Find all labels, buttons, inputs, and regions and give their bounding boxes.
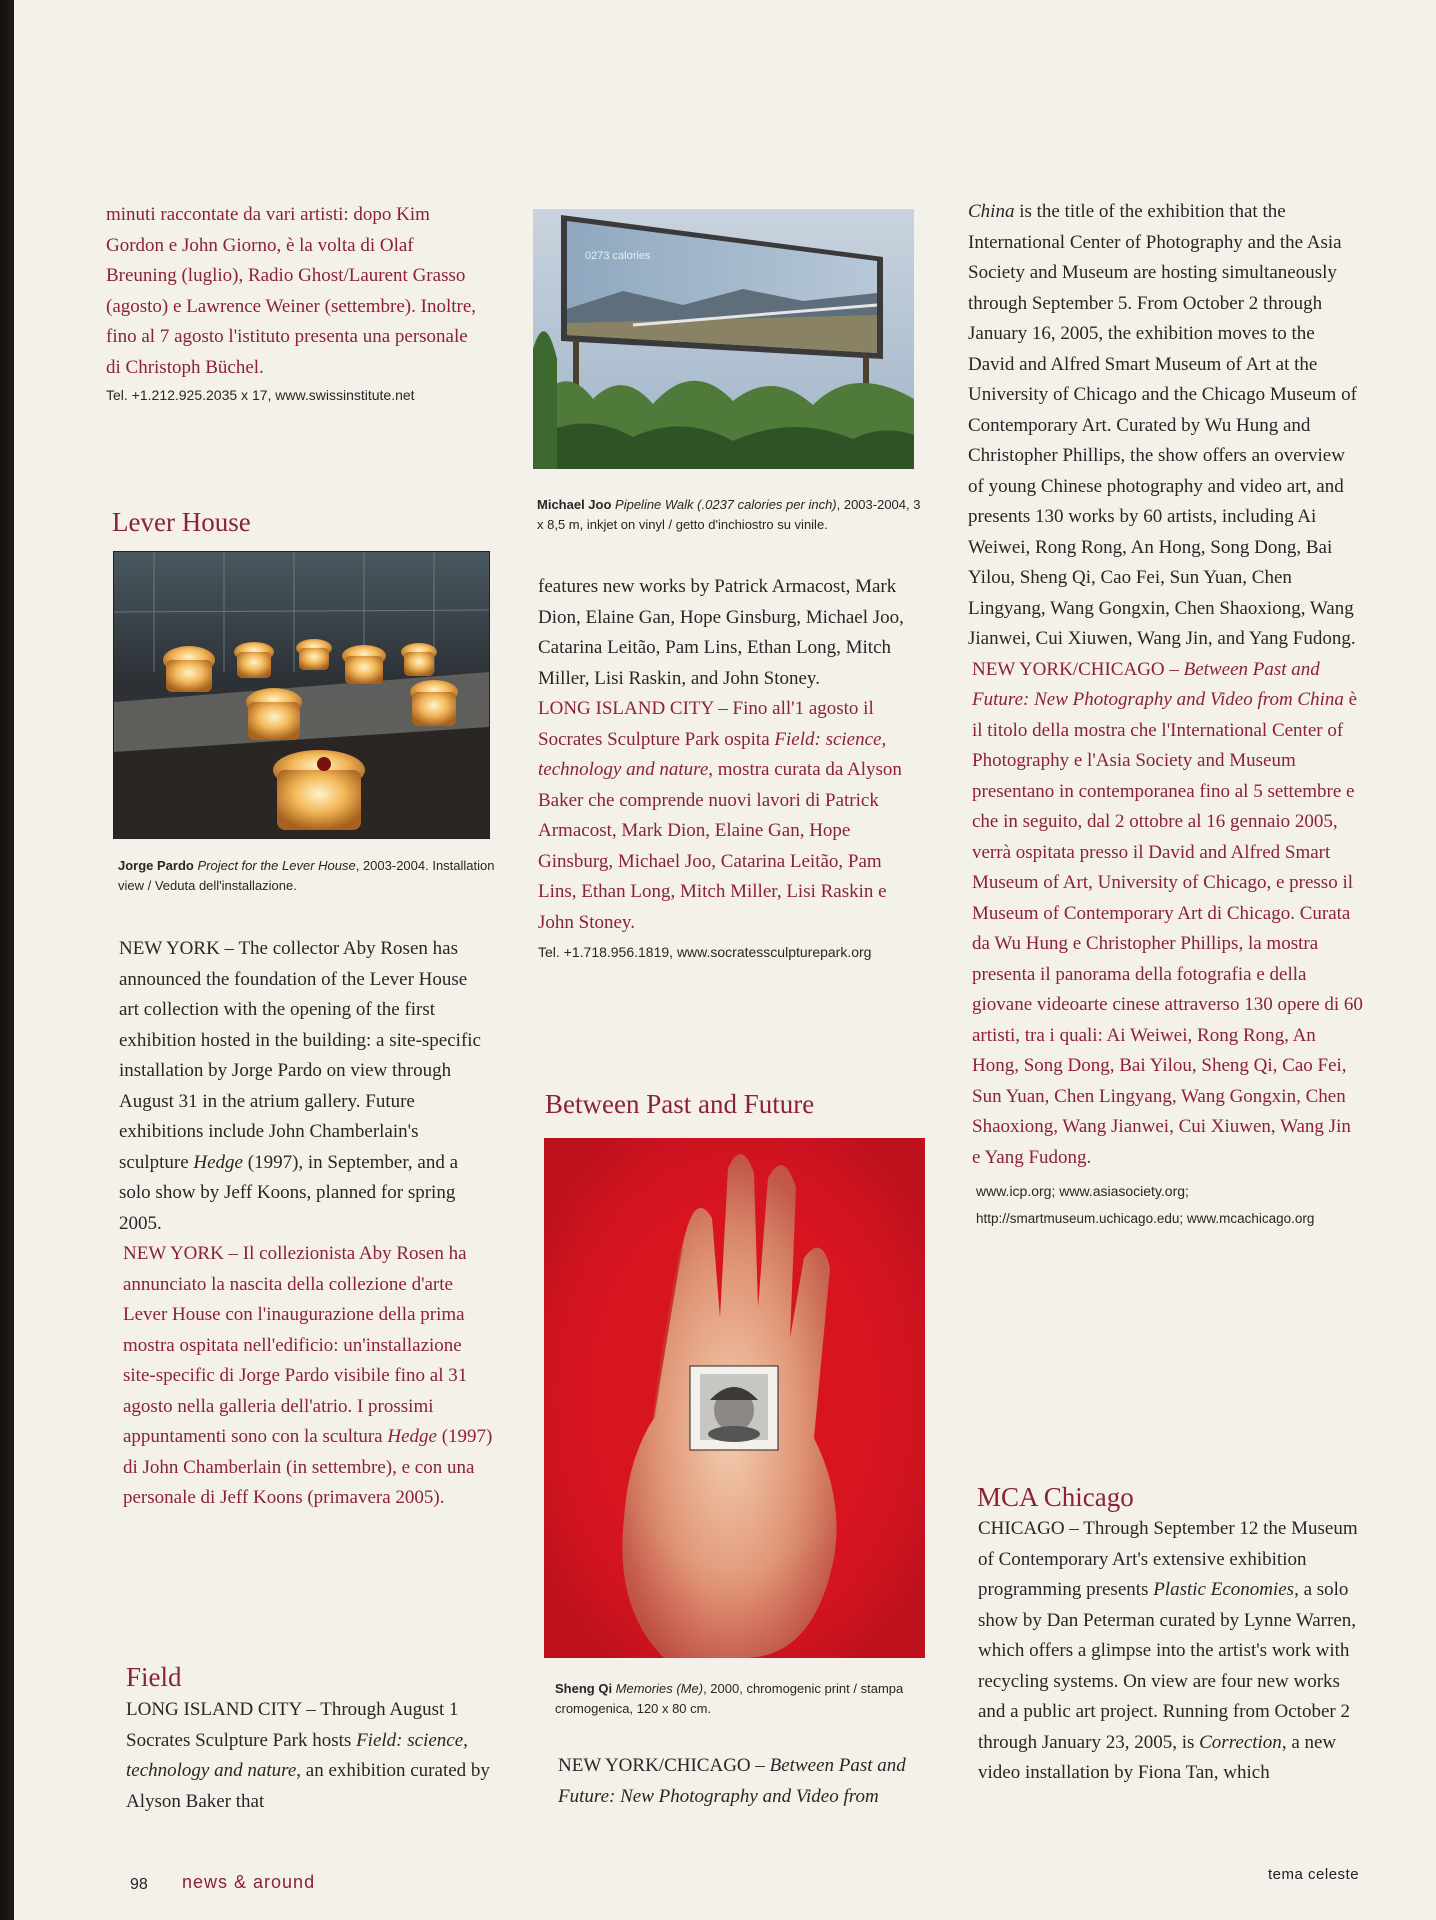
heading-mca-chicago: MCA Chicago	[977, 1482, 1134, 1512]
lever-house-english: NEW YORK – The collector Aby Rosen has announced the foundation of the Lever House art collection with the opening of the first exhibition hosted in the building: a site-specific installation by Jorge Pardo on view through August 31 in the atrium gallery. Future exhibitions include John Chamberlain's sculpture Hedge (1997), in September, and a solo show by Jeff Koons, planned for spring 2005.	[119, 938, 481, 1234]
article-lever-house	[119, 934, 491, 1514]
bpf-links-line-2: http://smartmuseum.uchicago.edu; www.mcachicago.org	[976, 1211, 1315, 1226]
section-name: news & around	[182, 1872, 316, 1892]
field-english-cont: features new works by Patrick Armacost, Mark Dion, Elaine Gan, Hope Ginsburg, Michael Joo, Catarina Leitão, Pam Lins, Ethan Long, Mitch Miller, Lisi Raskin, and John Stoney.	[538, 576, 904, 689]
photo-pipeline-walk	[533, 209, 914, 469]
article-field-col1	[126, 1695, 496, 1817]
caption-details: , 2000, chromogenic print / stampa cromogenica, 120 x 80 cm.	[555, 1681, 904, 1716]
lever-house-italian: NEW YORK – Il collezionista Aby Rosen ha annunciato la nascita della collezione d'arte Lever House con l'inaugurazione della prima mostra ospitata nell'edificio: un'installazione site-specific di Jorge Pardo visibile fino al 31 agosto nella galleria dell'atrio. I prossimi appuntamenti sono con la scultura Hedge (1997) di John Chamberlain (in settembre), e con una personale di Jeff Koons (primavera 2005).	[123, 1243, 493, 1508]
heading-lever-house: Lever House	[112, 507, 251, 537]
intro-contact: Tel. +1.212.925.2035 x 17, www.swissinstitute.net	[106, 387, 415, 403]
photo-memories-me	[544, 1138, 925, 1658]
heading-between-past-future: Between Past and Future	[545, 1089, 815, 1119]
photo-lever-house	[113, 551, 490, 839]
caption-lever-house	[118, 856, 498, 896]
caption-artist: Sheng Qi	[555, 1681, 616, 1696]
bpf-english-cont: China is the title of the exhibition that the International Center of Photography and the Asia Society and Museum are hosting simultaneously through September 5. From October 2 through January 16, 2005, the exhibition moves to the David and Alfred Smart Museum of Art at the University of Chicago and the Chicago Museum of Contemporary Art. Curated by Wu Hung and Christopher Phillips, the show offers an overview of young Chinese photography and video art, and presents 130 works by 60 artists, including Ai Weiwei, Rong Rong, An Hong, Song Dong, Bai Yilou, Sheng Qi, Cao Fei, Sun Yuan, Chen Lingyang, Wang Gongxin, Chen Shaoxiong, Wang Jianwei, Cui Xiuwen, Wang Jin, and Yang Fudong.	[968, 201, 1357, 649]
field-italian: LONG ISLAND CITY – Fino all'1 agosto il Socrates Sculpture Park ospita Field: science, technology and nature, mostra curata da Alyson Baker che comprende nuovi lavori di Patrick Armacost, Mark Dion, Elaine Gan, Hope Ginsburg, Michael Joo, Catarina Leitão, Pam Lins, Ethan Long, Mitch Miller, Lisi Raskin e John Stoney.	[538, 698, 902, 933]
caption-artist: Michael Joo	[537, 497, 616, 512]
bpf-links-line-1: www.icp.org; www.asiasociety.org;	[976, 1183, 1189, 1199]
column-1	[106, 200, 480, 405]
caption-pipeline-walk	[537, 495, 922, 535]
intro-text: minuti raccontate da vari artisti: dopo Kim Gordon e John Giorno, è la volta di Olaf Breuning (luglio), Radio Ghost/Laurent Grasso (agosto) e Lawrence Weiner (settembre). Inoltre, fino al 7 agosto l'istituto presenta una personale di Christoph Büchel.	[106, 204, 477, 378]
field-contact: Tel. +1.718.956.1819, www.socratessculpturepark.org	[538, 944, 872, 960]
magazine-name: tema celeste	[1268, 1866, 1360, 1883]
caption-details: , 2003-2004. Installation view / Veduta dell'installazione.	[118, 858, 495, 893]
page-number: 98	[130, 1876, 148, 1893]
article-mca-chicago	[978, 1514, 1370, 1789]
caption-memories-me	[555, 1679, 925, 1719]
billboard-text: 0273 calories	[585, 250, 651, 262]
field-english-start: LONG ISLAND CITY – Through August 1 Socrates Sculpture Park hosts Field: science, technology and nature, an exhibition curated by Alyson Baker that	[126, 1699, 490, 1812]
mca-english: CHICAGO – Through September 12 the Museum of Contemporary Art's extensive exhibition programming presents Plastic Economies, a solo show by Dan Peterman curated by Lynne Warren, which offers a glimpse into the artist's work with recycling systems. On view are four new works and a public art project. Running from October 2 through January 23, 2005, is Correction, a new video installation by Fiona Tan, which	[978, 1518, 1358, 1783]
article-bpf-col3	[968, 197, 1364, 1229]
bpf-english-start: NEW YORK/CHICAGO – Between Past and Future: New Photography and Video from	[558, 1755, 906, 1807]
caption-title: Project for the Lever House	[197, 858, 356, 873]
article-field-col2	[538, 572, 916, 962]
caption-title: Pipeline Walk (.0237 calories per inch)	[615, 497, 837, 512]
bpf-italian: NEW YORK/CHICAGO – Between Past and Future: New Photography and Video from China è il titolo della mostra che l'International Center of Photography e l'Asia Society and Museum presentano in contemporanea fino al 5 settembre e che in seguito, dal 2 ottobre al 16 gennaio 2005, verrà ospitata presso il David and Alfred Smart Museum of Art, University of Chicago, e presso il Museum of Contemporary Art di Chicago. Curata da Wu Hung e Christopher Phillips, la mostra presenta il panorama della fotografia e della giovane videoarte cinese attraverso 130 opere di 60 artisti, tra i quali: Ai Weiwei, Rong Rong, An Hong, Song Dong, Bai Yilou, Sheng Qi, Cao Fei, Sun Yuan, Chen Lingyang, Wang Gongxin, Chen Shaoxiong, Wang Jianwei, Cui Xiuwen, Wang Jin e Yang Fudong.	[972, 658, 1363, 1168]
caption-title: Memories (Me)	[615, 1681, 704, 1696]
article-bpf-col2	[558, 1751, 928, 1812]
caption-details: , 2003-2004, 3 x 8,5 m, inkjet on vinyl / getto d'inchiostro su vinile.	[537, 497, 921, 532]
heading-field: Field	[126, 1662, 182, 1692]
caption-artist: Jorge Pardo	[118, 858, 198, 873]
